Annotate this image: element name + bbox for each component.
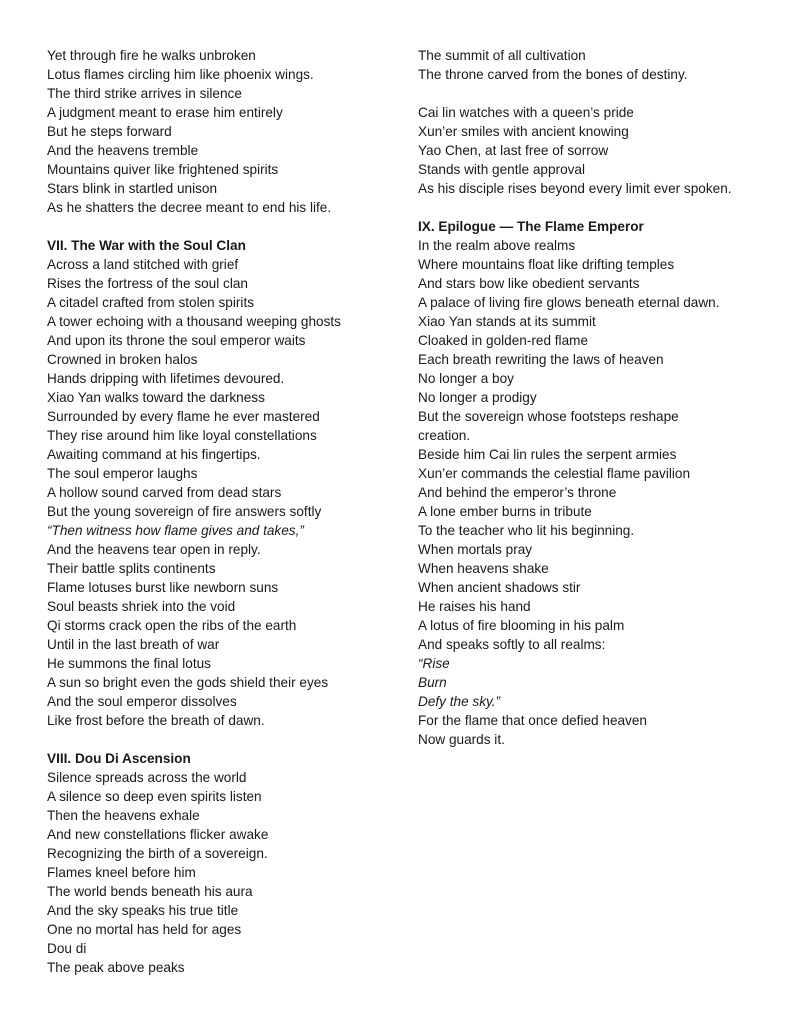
poem-line: For the flame that once defied heaven xyxy=(418,713,647,728)
poem-line: Stands with gentle approval xyxy=(418,162,586,177)
section-dou-di-ascension xyxy=(47,749,392,977)
poem-line: And the sky speaks his true title xyxy=(47,903,239,918)
poem-line: Like frost before the breath of dawn. xyxy=(47,713,265,728)
poem-line: When mortals pray xyxy=(418,542,533,557)
poem-line: No longer a boy xyxy=(418,371,514,386)
poem-line: Flames kneel before him xyxy=(47,865,196,880)
poem-line: A hollow sound carved from dead stars xyxy=(47,485,282,500)
poem-line: No longer a prodigy xyxy=(418,390,537,405)
poem-line: And new constellations flicker awake xyxy=(47,827,269,842)
poem-line: Hands dripping with lifetimes devoured. xyxy=(47,371,285,386)
poem-line: And the heavens tremble xyxy=(47,143,199,158)
poem-line: Then the heavens exhale xyxy=(47,808,200,823)
poem-line: One no mortal has held for ages xyxy=(47,922,242,937)
poem-line: Recognizing the birth of a sovereign. xyxy=(47,846,268,861)
poem-line: Soul beasts shriek into the void xyxy=(47,599,236,614)
poem-line: Where mountains float like drifting temples xyxy=(418,257,675,272)
poem-line: Qi storms crack open the ribs of the earth xyxy=(47,618,297,633)
poem-line: Stars blink in startled unison xyxy=(47,181,218,196)
poem-line: Lotus flames circling him like phoenix wings. xyxy=(47,67,314,82)
poem-line: Beside him Cai lin rules the serpent armies xyxy=(418,447,677,462)
poem-line: To the teacher who lit his beginning. xyxy=(418,523,635,538)
poem-line: But the sovereign whose footsteps reshape xyxy=(418,409,679,424)
poem-line: Across a land stitched with grief xyxy=(47,257,239,272)
poem-line: He summons the final lotus xyxy=(47,656,211,671)
poem-line: A citadel crafted from stolen spirits xyxy=(47,295,255,310)
poem-line: Cai lin watches with a queen’s pride xyxy=(418,105,634,120)
poem-line: The summit of all cultivation xyxy=(418,48,586,63)
section-war-soul-clan xyxy=(47,236,392,730)
poem-line: Now guards it. xyxy=(418,732,505,747)
poem-line: And the heavens tear open in reply. xyxy=(47,542,261,557)
poem-line: Their battle splits continents xyxy=(47,561,216,576)
poem-line: But he steps forward xyxy=(47,124,172,139)
poem-line: A sun so bright even the gods shield their eyes xyxy=(47,675,329,690)
poem-line: The peak above peaks xyxy=(47,960,185,975)
poem-line: Yet through fire he walks unbroken xyxy=(47,48,256,63)
poem-line: And stars bow like obedient servants xyxy=(418,276,640,291)
poem-line: And upon its throne the soul emperor waits xyxy=(47,333,306,348)
poem-line: A silence so deep even spirits listen xyxy=(47,789,262,804)
quote-line: Burn xyxy=(418,675,447,690)
poem-line: When ancient shadows stir xyxy=(418,580,581,595)
poem-line: Mountains quiver like frightened spirits xyxy=(47,162,279,177)
poem-line: creation. xyxy=(418,428,471,443)
poem-line: Xun’er commands the celestial flame pavilion xyxy=(418,466,691,481)
poem-line: Each breath rewriting the laws of heaven xyxy=(418,352,664,367)
stanza-gap xyxy=(47,217,392,236)
poem-line: Crowned in broken halos xyxy=(47,352,198,367)
poem-line: Until in the last breath of war xyxy=(47,637,220,652)
poem-line: A judgment meant to erase him entirely xyxy=(47,105,283,120)
poem-line: In the realm above realms xyxy=(418,238,576,253)
stanza-fire-walk xyxy=(47,46,392,217)
stanza-gap xyxy=(418,198,768,217)
poem-line: And speaks softly to all realms: xyxy=(418,637,606,652)
poem-line: Dou di xyxy=(47,941,87,956)
poem-line: Cloaked in golden-red flame xyxy=(418,333,589,348)
poem-line: A lotus of fire blooming in his palm xyxy=(418,618,625,633)
poem-line: But the young sovereign of fire answers softly xyxy=(47,504,322,519)
quote-line: “Then witness how flame gives and takes,” xyxy=(47,523,304,538)
poem-line: Flame lotuses burst like newborn suns xyxy=(47,580,279,595)
left-column xyxy=(47,46,392,977)
poem-line: They rise around him like loyal constellations xyxy=(47,428,317,443)
poem-line: A lone ember burns in tribute xyxy=(418,504,592,519)
stanza-watchers xyxy=(418,103,768,198)
poem-line: Surrounded by every flame he ever mastered xyxy=(47,409,320,424)
poem-line: He raises his hand xyxy=(418,599,531,614)
stanza-gap xyxy=(418,84,768,103)
poem-line: As he shatters the decree meant to end his life. xyxy=(47,200,332,215)
poem-line: Silence spreads across the world xyxy=(47,770,247,785)
poem-line: Xiao Yan stands at its summit xyxy=(418,314,596,329)
poem-line: And the soul emperor dissolves xyxy=(47,694,237,709)
poem-line: A palace of living fire glows beneath eternal dawn. xyxy=(418,295,720,310)
poem-line: Yao Chen, at last free of sorrow xyxy=(418,143,609,158)
poem-line: A tower echoing with a thousand weeping ghosts xyxy=(47,314,341,329)
section-heading: VII. The War with the Soul Clan xyxy=(47,238,246,253)
section-heading: IX. Epilogue — The Flame Emperor xyxy=(418,219,644,234)
poem-line: And behind the emperor’s throne xyxy=(418,485,617,500)
poem-line: The throne carved from the bones of destiny. xyxy=(418,67,688,82)
section-epilogue xyxy=(418,217,768,749)
poem-line: The world bends beneath his aura xyxy=(47,884,253,899)
poem-line: Rises the fortress of the soul clan xyxy=(47,276,248,291)
poem-line: Awaiting command at his fingertips. xyxy=(47,447,261,462)
stanza-gap xyxy=(47,730,392,749)
right-column xyxy=(418,46,768,749)
quote-line: “Rise xyxy=(418,656,450,671)
stanza-summit xyxy=(418,46,768,84)
poem-line: Xun’er smiles with ancient knowing xyxy=(418,124,629,139)
poem-line: Xiao Yan walks toward the darkness xyxy=(47,390,265,405)
poem-line: As his disciple rises beyond every limit ever spoken. xyxy=(418,181,732,196)
poem-line: When heavens shake xyxy=(418,561,549,576)
quote-line: Defy the sky.” xyxy=(418,694,501,709)
section-heading: VIII. Dou Di Ascension xyxy=(47,751,191,766)
poem-line: The third strike arrives in silence xyxy=(47,86,242,101)
poem-line: The soul emperor laughs xyxy=(47,466,198,481)
